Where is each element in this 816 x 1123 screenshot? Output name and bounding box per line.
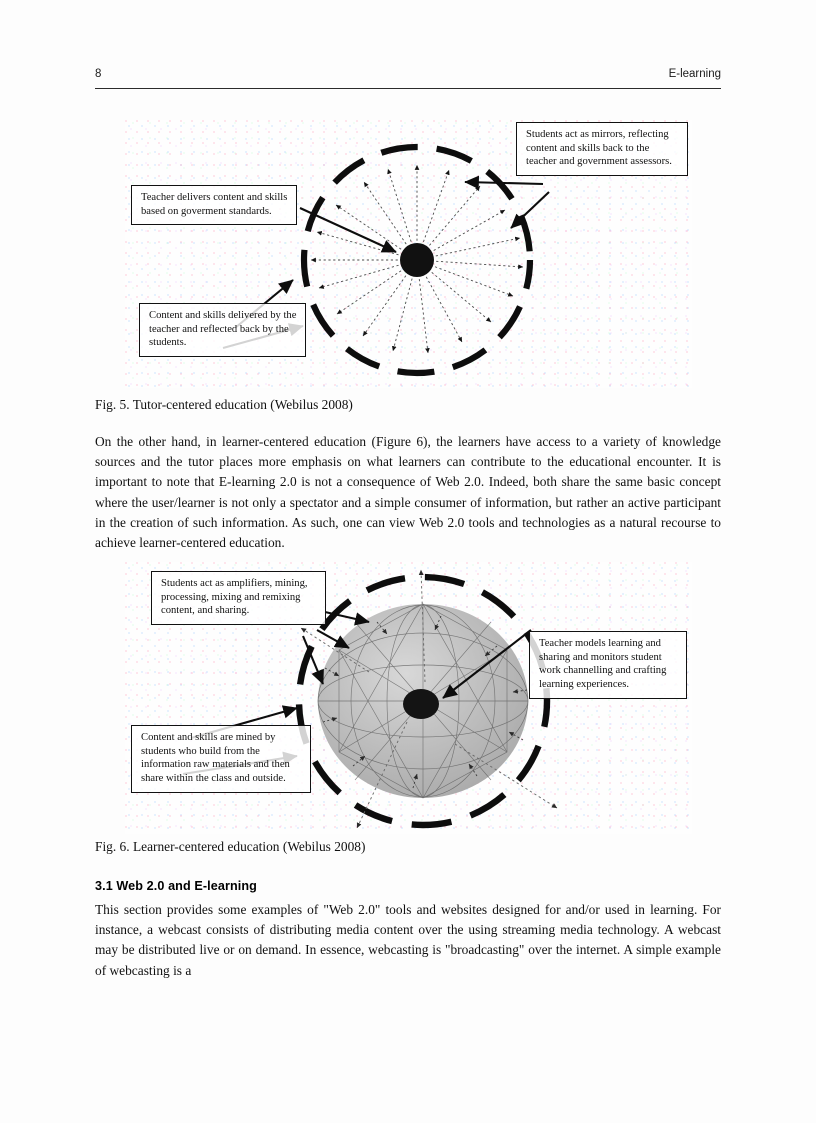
section-heading-3-1: 3.1 Web 2.0 and E-learning — [95, 879, 257, 893]
fig5-callout-teacher-delivers: Teacher delivers content and skills based on goverment standards. — [131, 185, 297, 225]
fig5-callout-students-mirrors: Students act as mirrors, reflecting content and skills back to the teacher and government assessors. — [516, 122, 688, 176]
page-number: 8 — [95, 68, 102, 80]
body-paragraph-1: On the other hand, in learner-centered education (Figure 6), the learners have access to a variety of knowledge sources and the tutor places more emphasis on what learners can contribute to the educational encounter. It is important to note that E-learning 2.0 is not a consequence of Web 2.0. Indeed, both share the same basic concept where the user/learner is not only a spectator and a simple consumer of information, but rather an active participant in the creation of such information. As such, one can view Web 2.0 tools and technologies as a natural recourse to achieve learner-centered education. — [95, 434, 721, 551]
running-title: E-learning — [668, 68, 721, 80]
fig6-callout-teacher-models: Teacher models learning and sharing and monitors student work channelling and crafting learning experiences. — [529, 631, 687, 699]
fig6-callout-content-mined: Content and skills are mined by students who build from the information raw materials and then share within the class and outside. — [131, 725, 311, 793]
figure-6-caption: Fig. 6. Learner-centered education (Webilus 2008) — [95, 839, 366, 854]
figure-5-caption: Fig. 5. Tutor-centered education (Webilus 2008) — [95, 397, 353, 412]
fig5-callout-content-reflected: Content and skills delivered by the teacher and reflected back by the students. — [139, 303, 306, 357]
body-paragraph-2: This section provides some examples of "Web 2.0" tools and websites designed for and/or used in learning. For instance, a webcast consists of distributing media content over the using streaming media technology. A webcast may be distributed live or on demand. In essence, webcasting is "broadcasting" over the internet. A simple example of webcasting is a — [95, 902, 721, 978]
header-divider — [95, 88, 721, 89]
fig5-center-node — [400, 243, 434, 277]
fig6-callout-students-amplifiers: Students act as amplifiers, mining, processing, mixing and remixing content, and sharing. — [151, 571, 326, 625]
page-header — [95, 68, 721, 80]
fig6-center-node — [403, 689, 439, 719]
